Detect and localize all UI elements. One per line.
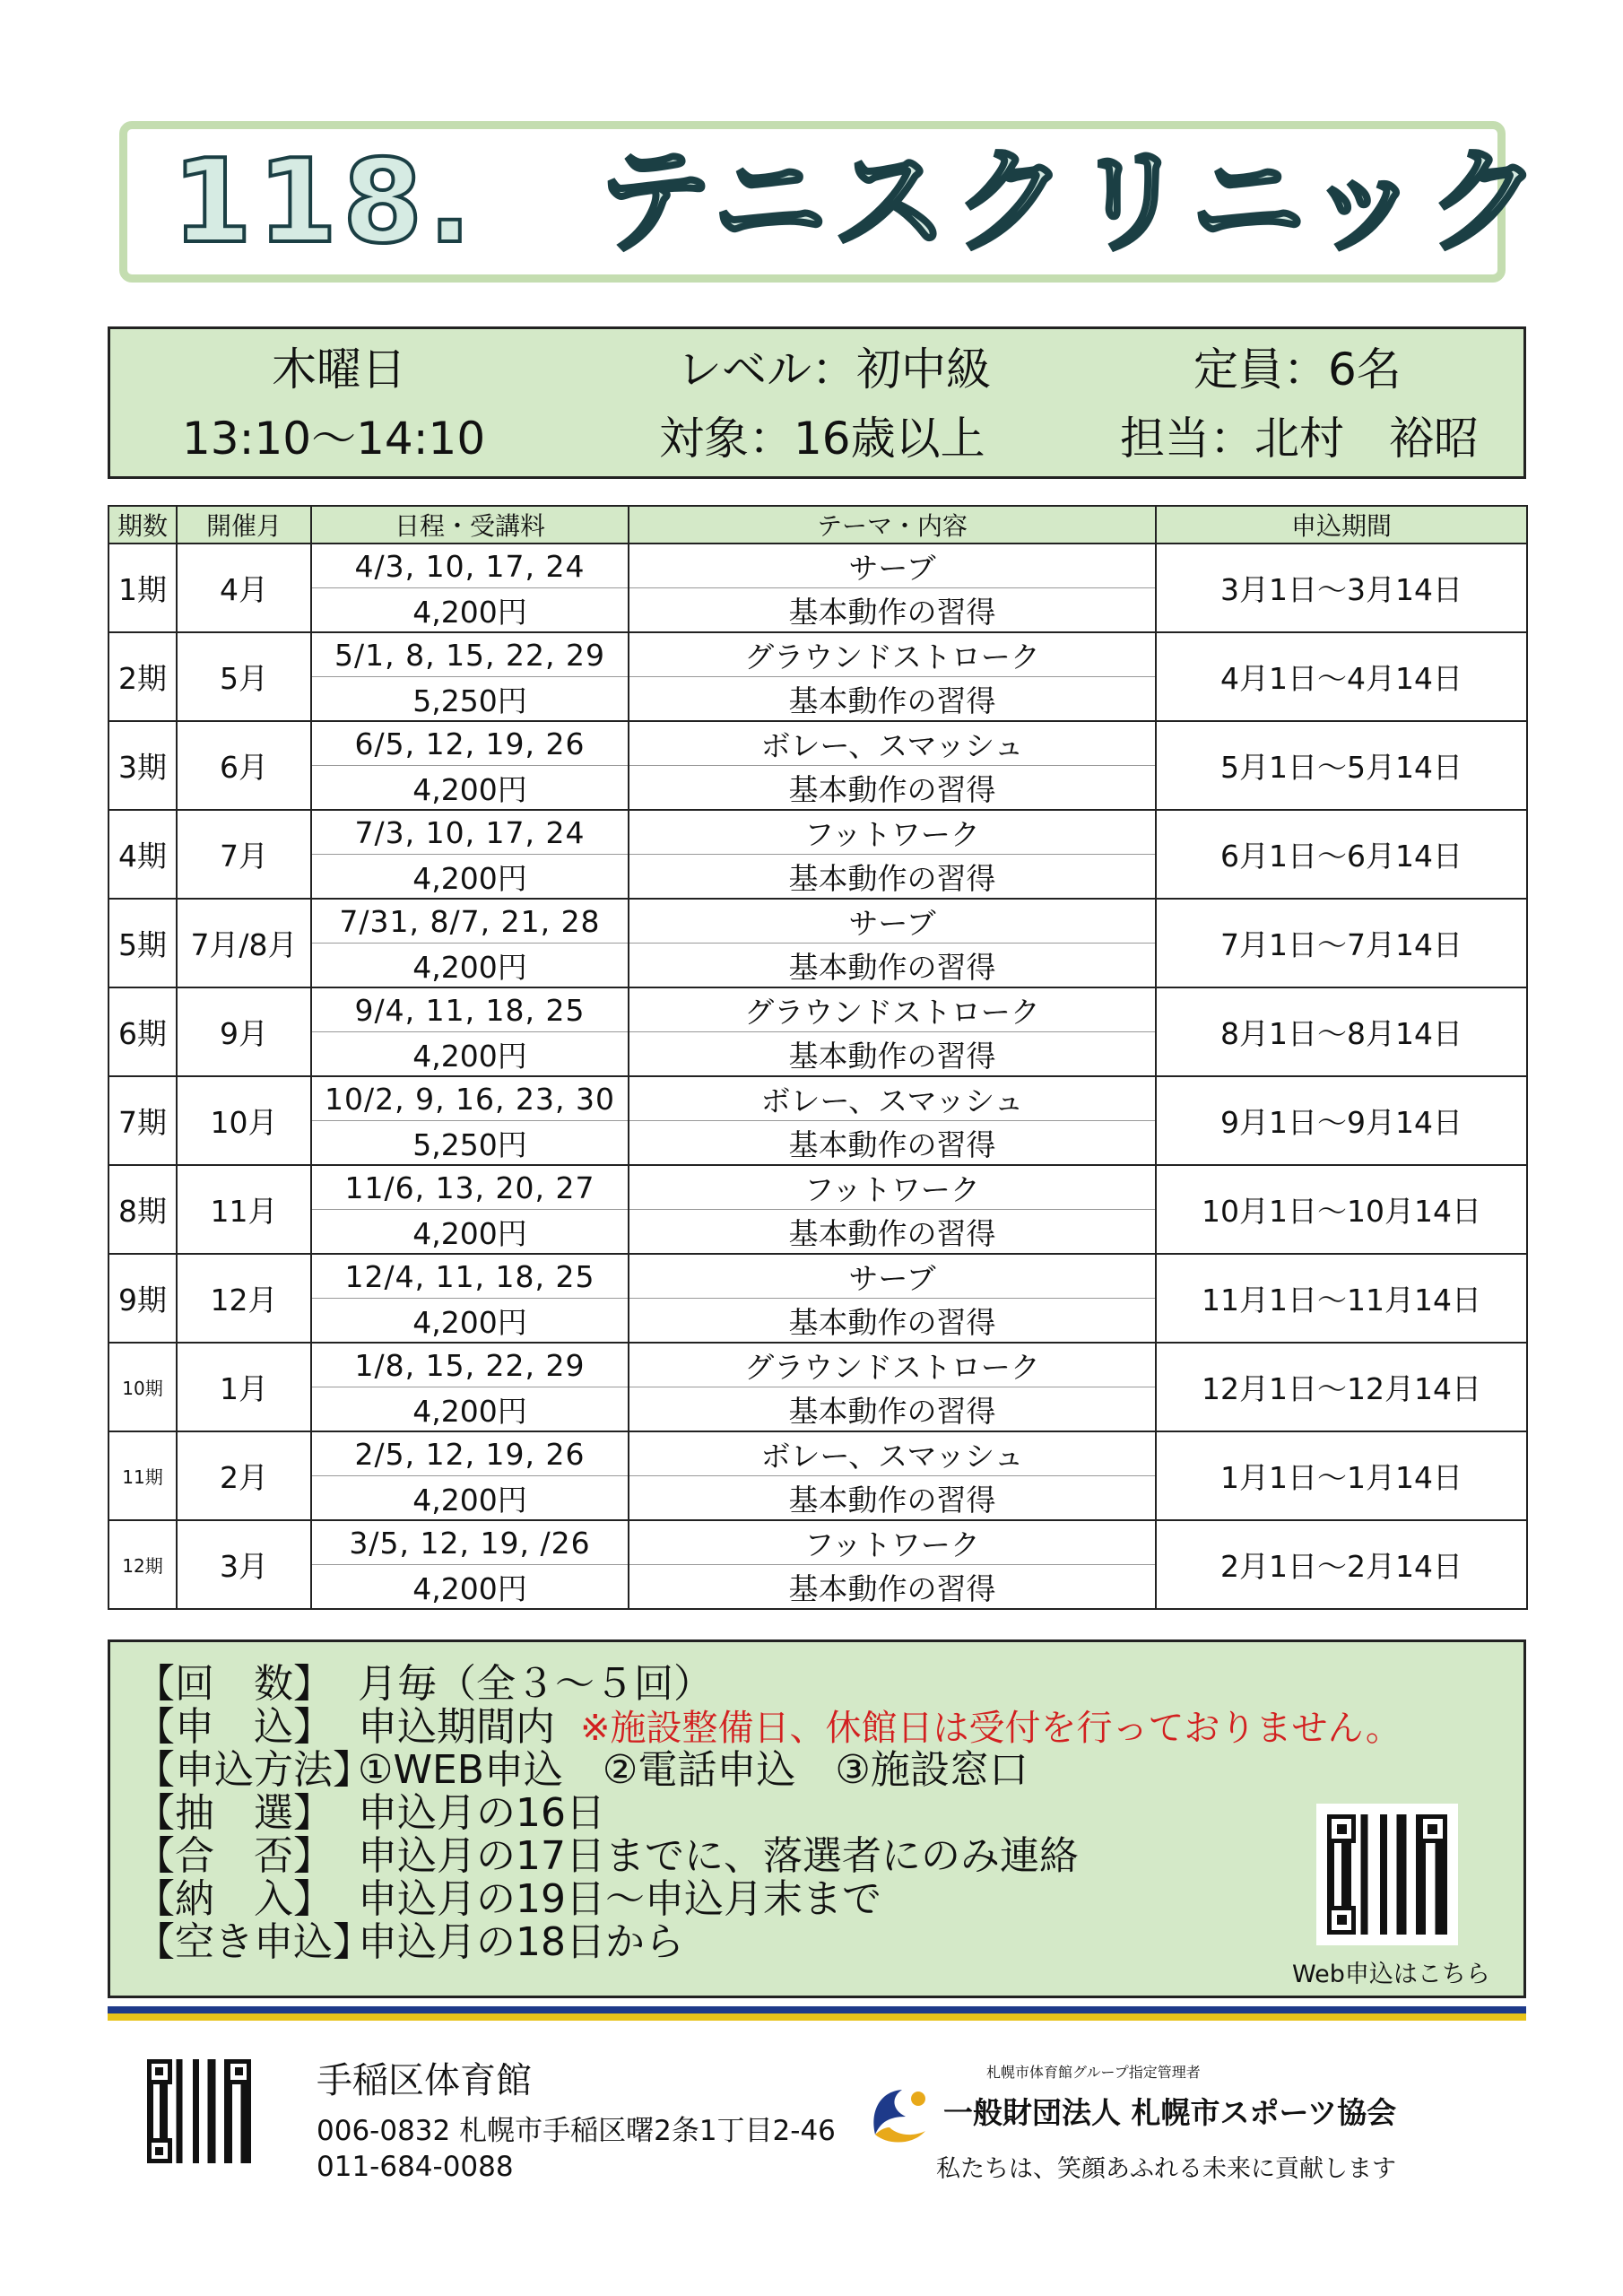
content-cell: 基本動作の習得: [629, 1387, 1156, 1432]
content-cell: 基本動作の習得: [629, 766, 1156, 811]
note-text: 申込月の17日までに、落選者にのみ連絡: [358, 1833, 1079, 1879]
application-period-cell: 2月1日～2月14日: [1156, 1520, 1527, 1609]
content-cell: 基本動作の習得: [629, 1476, 1156, 1521]
theme-cell: サーブ: [629, 899, 1156, 944]
term-cell: 10期: [108, 1343, 177, 1431]
term-cell: 8期: [108, 1165, 177, 1254]
content-cell: 基本動作の習得: [629, 1565, 1156, 1610]
table-row: [108, 1076, 1527, 1121]
class-target: 対象：16歳以上: [659, 413, 985, 465]
table-row: [108, 1520, 1527, 1565]
class-info: [108, 326, 1526, 479]
note-row: [135, 1705, 1402, 1751]
class-instructor: 担当：北村 裕昭: [1120, 413, 1479, 465]
theme-cell: ボレー、スマッシュ: [629, 1076, 1156, 1121]
header-month: 開催月: [177, 506, 311, 544]
fee-cell: 4,200円: [311, 766, 629, 811]
application-period-cell: 12月1日～12月14日: [1156, 1343, 1527, 1431]
venue-address: 006-0832 札幌市手稲区曙2条1丁目2-46: [317, 2115, 836, 2147]
term-cell: 4期: [108, 810, 177, 899]
venue-name: 手稲区体育館: [317, 2060, 532, 2101]
note-label: 【回 数】: [135, 1661, 333, 1707]
note-text: 申込期間内: [358, 1704, 555, 1750]
web-application-qr-code[interactable]: [1316, 1804, 1458, 1945]
term-cell: 7期: [108, 1076, 177, 1165]
month-cell: 2月: [177, 1431, 311, 1520]
fee-cell: 4,200円: [311, 1476, 629, 1521]
table-row: [108, 1254, 1527, 1299]
content-cell: 基本動作の習得: [629, 944, 1156, 988]
association-logo-icon: [866, 2086, 936, 2147]
dates-cell: 6/5, 12, 19, 26: [311, 721, 629, 766]
fee-cell: 4,200円: [311, 944, 629, 988]
class-level: レベル：初中級: [677, 344, 991, 396]
table-row: [108, 544, 1527, 588]
table-row: [108, 1165, 1527, 1210]
month-cell: 10月: [177, 1076, 311, 1165]
application-period-cell: 5月1日～5月14日: [1156, 721, 1527, 810]
note-label: 【合 否】: [135, 1833, 333, 1879]
note-text: ①WEB申込 ②電話申込 ③施設窓口: [358, 1747, 1028, 1793]
dates-cell: 11/6, 13, 20, 27: [311, 1165, 629, 1210]
table-row: [108, 1431, 1527, 1476]
fee-cell: 5,250円: [311, 677, 629, 722]
qr-caption: Web申込はこちら: [1292, 1961, 1490, 1988]
note-warning: ※施設整備日、休館日は受付を行っておりません。: [580, 1708, 1402, 1749]
month-cell: 7月/8月: [177, 899, 311, 987]
dates-cell: 1/8, 15, 22, 29: [311, 1343, 629, 1387]
dates-cell: 9/4, 11, 18, 25: [311, 987, 629, 1032]
content-cell: 基本動作の習得: [629, 1121, 1156, 1166]
term-cell: 1期: [108, 544, 177, 632]
note-text: 月毎（全３～５回）: [358, 1661, 713, 1707]
note-row: [135, 1791, 605, 1836]
fee-cell: 4,200円: [311, 1210, 629, 1255]
header-term: 期数: [108, 506, 177, 544]
fee-cell: 4,200円: [311, 855, 629, 900]
term-cell: 11期: [108, 1431, 177, 1520]
application-period-cell: 3月1日～3月14日: [1156, 544, 1527, 632]
application-period-cell: 9月1日～9月14日: [1156, 1076, 1527, 1165]
note-label: 【抽 選】: [135, 1790, 333, 1836]
class-day: 木曜日: [272, 344, 406, 396]
content-cell: 基本動作の習得: [629, 1032, 1156, 1077]
dates-cell: 7/31, 8/7, 21, 28: [311, 899, 629, 944]
term-cell: 2期: [108, 632, 177, 721]
content-cell: 基本動作の習得: [629, 588, 1156, 633]
class-capacity: 定員：6名: [1193, 344, 1402, 396]
association-name: 一般財団法人 札幌市スポーツ協会: [943, 2095, 1397, 2130]
note-label: 【納 入】: [135, 1876, 333, 1922]
theme-cell: フットワーク: [629, 810, 1156, 855]
dates-cell: 10/2, 9, 16, 23, 30: [311, 1076, 629, 1121]
fee-cell: 4,200円: [311, 588, 629, 633]
month-cell: 1月: [177, 1343, 311, 1431]
fee-cell: 5,250円: [311, 1121, 629, 1166]
application-period-cell: 4月1日～4月14日: [1156, 632, 1527, 721]
theme-cell: フットワーク: [629, 1520, 1156, 1565]
term-cell: 3期: [108, 721, 177, 810]
month-cell: 11月: [177, 1165, 311, 1254]
theme-cell: ボレー、スマッシュ: [629, 721, 1156, 766]
theme-cell: グラウンドストローク: [629, 1343, 1156, 1387]
application-period-cell: 6月1日～6月14日: [1156, 810, 1527, 899]
note-row: [135, 1920, 684, 1965]
note-label: 【空き申込】: [135, 1919, 372, 1965]
dates-cell: 4/3, 10, 17, 24: [311, 544, 629, 588]
term-cell: 9期: [108, 1254, 177, 1343]
application-period-cell: 1月1日～1月14日: [1156, 1431, 1527, 1520]
note-row: [135, 1834, 1079, 1879]
table-row: [108, 899, 1527, 944]
venue-qr-code[interactable]: [143, 2056, 255, 2167]
table-row: [108, 1343, 1527, 1387]
fee-cell: 4,200円: [311, 1565, 629, 1610]
page-title: 118. テニスクリニック: [172, 135, 1548, 269]
title-box: [119, 121, 1548, 283]
schedule-table: [108, 505, 1528, 1610]
content-cell: 基本動作の習得: [629, 1210, 1156, 1255]
theme-cell: グラウンドストローク: [629, 632, 1156, 677]
theme-cell: グラウンドストローク: [629, 987, 1156, 1032]
month-cell: 4月: [177, 544, 311, 632]
application-period-cell: 10月1日～10月14日: [1156, 1165, 1527, 1254]
fee-cell: 4,200円: [311, 1299, 629, 1344]
class-time: 13:10～14:10: [182, 413, 486, 465]
header-period: 申込期間: [1156, 506, 1527, 544]
dates-cell: 7/3, 10, 17, 24: [311, 810, 629, 855]
footer-stripe-yellow: [108, 2013, 1526, 2021]
theme-cell: サーブ: [629, 1254, 1156, 1299]
month-cell: 7月: [177, 810, 311, 899]
notes-box: [108, 1639, 1526, 1998]
table-row: [108, 987, 1527, 1032]
fee-cell: 4,200円: [311, 1032, 629, 1077]
theme-cell: フットワーク: [629, 1165, 1156, 1210]
theme-cell: サーブ: [629, 544, 1156, 588]
header-theme: テーマ・内容: [629, 506, 1156, 544]
note-text: 申込月の19日～申込月末まで: [358, 1876, 881, 1922]
note-text: 申込月の18日から: [358, 1919, 684, 1965]
month-cell: 5月: [177, 632, 311, 721]
note-label: 【申込方法】: [135, 1747, 372, 1793]
month-cell: 12月: [177, 1254, 311, 1343]
content-cell: 基本動作の習得: [629, 1299, 1156, 1344]
table-row: [108, 721, 1527, 766]
table-row: [108, 810, 1527, 855]
term-cell: 6期: [108, 987, 177, 1076]
footer-stripe-blue: [108, 2006, 1526, 2013]
note-label: 【申 込】: [135, 1704, 333, 1750]
note-text: 申込月の16日: [358, 1790, 605, 1836]
header-dates-fee: 日程・受講料: [311, 506, 629, 544]
manager-note: 札幌市体育館グループ指定管理者: [986, 2064, 1201, 2081]
application-period-cell: 8月1日～8月14日: [1156, 987, 1527, 1076]
dates-cell: 2/5, 12, 19, 26: [311, 1431, 629, 1476]
month-cell: 9月: [177, 987, 311, 1076]
dates-cell: 5/1, 8, 15, 22, 29: [311, 632, 629, 677]
application-period-cell: 7月1日～7月14日: [1156, 899, 1527, 987]
term-cell: 5期: [108, 899, 177, 987]
note-row: [135, 1877, 881, 1922]
theme-cell: ボレー、スマッシュ: [629, 1431, 1156, 1476]
note-row: [135, 1662, 713, 1707]
note-row: [135, 1748, 1028, 1793]
venue-phone: 011-684-0088: [317, 2151, 514, 2183]
fee-cell: 4,200円: [311, 1387, 629, 1432]
month-cell: 6月: [177, 721, 311, 810]
association-slogan: 私たちは、笑顔あふれる未来に貢献します: [936, 2155, 1396, 2183]
table-header-row: [108, 506, 1527, 544]
month-cell: 3月: [177, 1520, 311, 1609]
dates-cell: 12/4, 11, 18, 25: [311, 1254, 629, 1299]
dates-cell: 3/5, 12, 19, /26: [311, 1520, 629, 1565]
table-row: [108, 632, 1527, 677]
content-cell: 基本動作の習得: [629, 677, 1156, 722]
application-period-cell: 11月1日～11月14日: [1156, 1254, 1527, 1343]
term-cell: 12期: [108, 1520, 177, 1609]
content-cell: 基本動作の習得: [629, 855, 1156, 900]
